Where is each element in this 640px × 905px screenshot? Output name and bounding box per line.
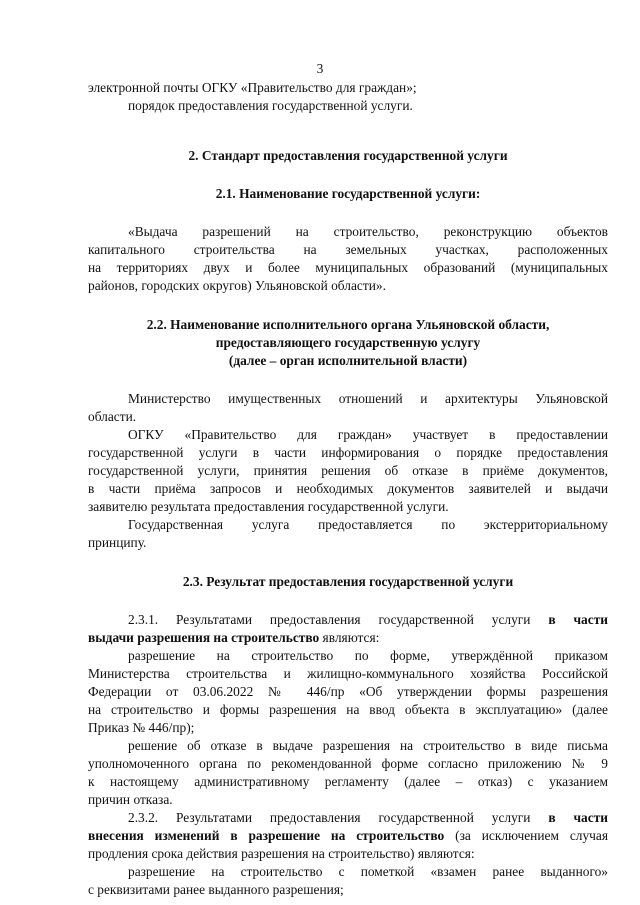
document-body [88, 79, 608, 899]
text-line: области. [88, 409, 137, 424]
text-line: продления срока действия разрешения на строительство) являются: [88, 846, 475, 861]
paragraph-exterritorial [88, 516, 608, 552]
text-line: заявителю результата предоставления государственной услуги. [88, 499, 449, 514]
text-line: ОГКУ «Правительство для граждан» участвует в предоставлении [128, 427, 608, 442]
subsection-heading: 2.1. Наименование государственной услуги: [215, 186, 481, 201]
paragraph-refusal [88, 737, 608, 809]
text-line: государственной услуги, принятия решения об отказе в приёме документов, [88, 463, 608, 478]
text-line: государственной услуги в части информирования о порядке предоставления [88, 445, 608, 460]
text-line: электронной почты ОГКУ «Правительство для граждан»; [88, 80, 417, 95]
paragraph-permit-replacement [88, 863, 608, 899]
heading-line: 2.2. Наименование исполнительного органа Ульяновской области, [146, 317, 550, 332]
paragraph-2-3-1 [88, 611, 608, 647]
subsection-heading-result: 2.3. Результат предоставления государственной услуги [182, 574, 514, 589]
text-line: Приказ № 446/пр); [88, 720, 195, 735]
text-line: Министерство имущественных отношений и архитектуры Ульяновской [128, 391, 608, 406]
text-line: капитального строительства на земельных участках, расположенных [88, 242, 608, 257]
paragraph-ogku [88, 426, 608, 516]
section-heading: 2. Стандарт предоставления государственной услуги [188, 148, 508, 163]
subsection-heading-authority [88, 316, 608, 370]
text-line: внесения изменений в разрешение на строительство (за исключением случая [88, 828, 608, 843]
text-line: на территориях двух и более муниципальных образований (муниципальных [88, 260, 608, 275]
text-line: уполномоченного органа по рекомендованной форме согласно приложению № 9 [88, 756, 608, 771]
paragraph-ministry [88, 390, 608, 426]
text-line: принципу. [88, 535, 147, 550]
text-line: выдачи разрешения на строительство являются: [88, 630, 380, 645]
paragraph-service-name [88, 223, 608, 295]
text-line: с реквизитами ранее выданного разрешения; [88, 882, 344, 897]
heading-line: предоставляющего государственную услугу [215, 335, 481, 350]
text-line: разрешение на строительство по форме, утверждённой приказом [128, 648, 608, 663]
text-line: Государственная услуга предоставляется по экстерриториальному [128, 517, 608, 532]
text-line: районов, городских округов) Ульяновской области». [88, 278, 386, 293]
text-line: 2.3.1. Результатами предоставления государственной услуги в части [128, 612, 608, 627]
text-line: причин отказа. [88, 792, 173, 807]
heading-line: (далее – орган исполнительной власти) [228, 353, 468, 368]
paragraph-2-3-2 [88, 809, 608, 863]
text-line: порядок предоставления государственной услуги. [128, 98, 413, 113]
text-line: разрешение на строительство с пометкой «взамен ранее выданного» [128, 864, 608, 879]
text-line: Министерства строительства и жилищно-коммунального хозяйства Российской [88, 666, 608, 681]
text-line: 2.3.2. Результатами предоставления государственной услуги в части [128, 810, 608, 825]
text-line: решение об отказе в выдаче разрешения на строительство в виде письма [128, 738, 608, 753]
page-number: 3 [316, 61, 324, 76]
text-line: «Выдача разрешений на строительство, реконструкцию объектов [128, 224, 608, 239]
text-line: Федерации от 03.06.2022 № 446/пр «Об утверждении формы разрешения [88, 684, 608, 699]
paragraph-permit-form [88, 647, 608, 737]
text-line: к настоящему административному регламенту (далее – отказ) с указанием [88, 774, 608, 789]
text-line: на строительство и формы разрешения на ввод объекта в эксплуатацию» (далее [88, 702, 608, 717]
text-line: в части приёма запросов и необходимых документов заявителей и выдачи [88, 481, 608, 496]
